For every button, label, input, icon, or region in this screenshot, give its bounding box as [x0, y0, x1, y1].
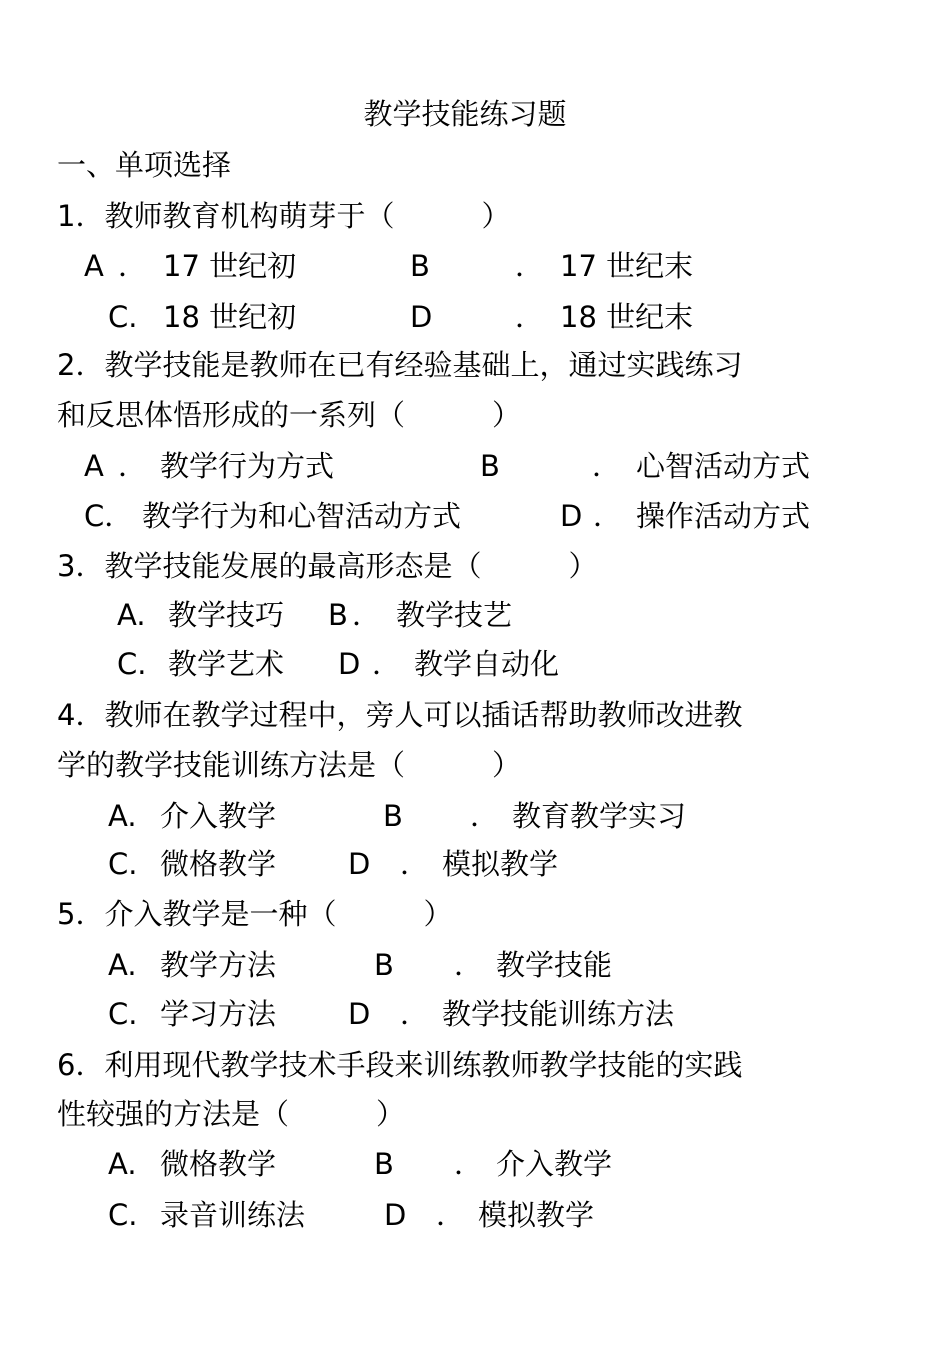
document-title: 教学技能练习题: [363, 97, 567, 131]
question-4-stem-line-1: 4．教师在教学过程中，旁人可以插话帮助教师改进教: [57, 698, 743, 732]
q3-option-c-letter: C.: [117, 647, 147, 681]
q6-option-c-text: 录音训练法: [160, 1198, 306, 1232]
q3-option-d-sep: ．: [372, 647, 402, 681]
question-6-stem-line-1: 6．利用现代教学技术手段来训练教师教学技能的实践: [57, 1048, 743, 1082]
q6-option-b-letter: B: [374, 1147, 394, 1181]
q1-option-c-text: 18 世纪初: [163, 300, 297, 334]
q6-option-a-text: 微格教学: [160, 1147, 277, 1181]
q2-option-b-sep: ．: [592, 449, 622, 483]
q2-option-d-letter: D: [560, 499, 583, 533]
q2-option-b-letter: B: [480, 449, 500, 483]
q5-option-d-letter: D: [348, 997, 371, 1031]
q4-option-c-letter: C.: [108, 847, 138, 881]
question-3-stem: 3．教学技能发展的最高形态是（ ）: [57, 549, 598, 583]
q1-option-b-text: 17 世纪末: [560, 249, 694, 283]
q4-option-a-text: 介入教学: [160, 799, 277, 833]
q1-option-a-sep: ．: [118, 249, 148, 283]
q1-option-d-sep: ．: [515, 300, 545, 334]
q3-option-c-text: 教学艺术: [168, 647, 285, 681]
q1-option-c-letter: C.: [108, 300, 138, 334]
q2-option-c-text: 教学行为和心智活动方式: [142, 499, 462, 533]
q2-option-d-text: 操作活动方式: [636, 499, 811, 533]
question-4-stem-line-2: 学的教学技能训练方法是（ ）: [57, 748, 522, 782]
question-6-stem-line-2: 性较强的方法是（ ）: [57, 1097, 406, 1131]
q6-option-a-letter: A.: [108, 1147, 137, 1181]
q5-option-b-text: 教学技能: [496, 948, 613, 982]
q6-option-c-letter: C.: [108, 1198, 138, 1232]
q2-option-d-sep: ．: [593, 499, 623, 533]
q1-option-d-text: 18 世纪末: [560, 300, 694, 334]
q5-option-d-sep: ．: [400, 997, 430, 1031]
question-2-stem-line-2: 和反思体悟形成的一系列（ ）: [57, 398, 522, 432]
q5-option-c-letter: C.: [108, 997, 138, 1031]
q1-option-d-letter: D: [410, 300, 433, 334]
q3-option-b-letter: B: [328, 598, 348, 632]
q1-option-b-letter: B: [410, 249, 430, 283]
q2-option-b-text: 心智活动方式: [636, 449, 811, 483]
q1-option-a-text: 17 世纪初: [163, 249, 297, 283]
q5-option-c-text: 学习方法: [160, 997, 277, 1031]
q5-option-a-text: 教学方法: [160, 948, 277, 982]
question-1-stem: 1．教师教育机构萌芽于（ ）: [57, 199, 511, 233]
question-5-stem: 5．介入教学是一种（ ）: [57, 897, 453, 931]
q4-option-b-text: 教育教学实习: [512, 799, 687, 833]
q5-option-b-letter: B: [374, 948, 394, 982]
q5-option-d-text: 教学技能训练方法: [442, 997, 675, 1031]
q2-option-a-text: 教学行为方式: [160, 449, 335, 483]
q1-option-b-sep: ．: [515, 249, 545, 283]
q4-option-a-letter: A.: [108, 799, 137, 833]
q3-option-a-letter: A.: [117, 598, 146, 632]
q3-option-a-text: 教学技巧: [168, 598, 285, 632]
q3-option-d-letter: D: [338, 647, 361, 681]
q6-option-d-sep: ．: [436, 1198, 466, 1232]
q2-option-a-sep: ．: [118, 449, 148, 483]
q2-option-c-letter: C．: [84, 499, 134, 533]
q3-option-b-text: 教学技艺: [396, 598, 513, 632]
q6-option-d-letter: D: [384, 1198, 407, 1232]
q6-option-d-text: 模拟教学: [478, 1198, 595, 1232]
q4-option-d-letter: D: [348, 847, 371, 881]
q6-option-b-sep: ．: [454, 1147, 484, 1181]
section-heading: 一、单项选择: [57, 148, 232, 182]
q5-option-b-sep: ．: [454, 948, 484, 982]
question-2-stem-line-1: 2．教学技能是教师在已有经验基础上，通过实践练习: [57, 348, 743, 382]
q1-option-a-letter: A: [84, 249, 104, 283]
q6-option-b-text: 介入教学: [496, 1147, 613, 1181]
q2-option-a-letter: A: [84, 449, 104, 483]
q4-option-c-text: 微格教学: [160, 847, 277, 881]
q4-option-d-text: 模拟教学: [442, 847, 559, 881]
q3-option-d-text: 教学自动化: [414, 647, 560, 681]
q4-option-b-letter: B: [383, 799, 403, 833]
q4-option-b-sep: ．: [470, 799, 500, 833]
q3-option-b-sep: ．: [352, 598, 382, 632]
q5-option-a-letter: A.: [108, 948, 137, 982]
q4-option-d-sep: ．: [400, 847, 430, 881]
